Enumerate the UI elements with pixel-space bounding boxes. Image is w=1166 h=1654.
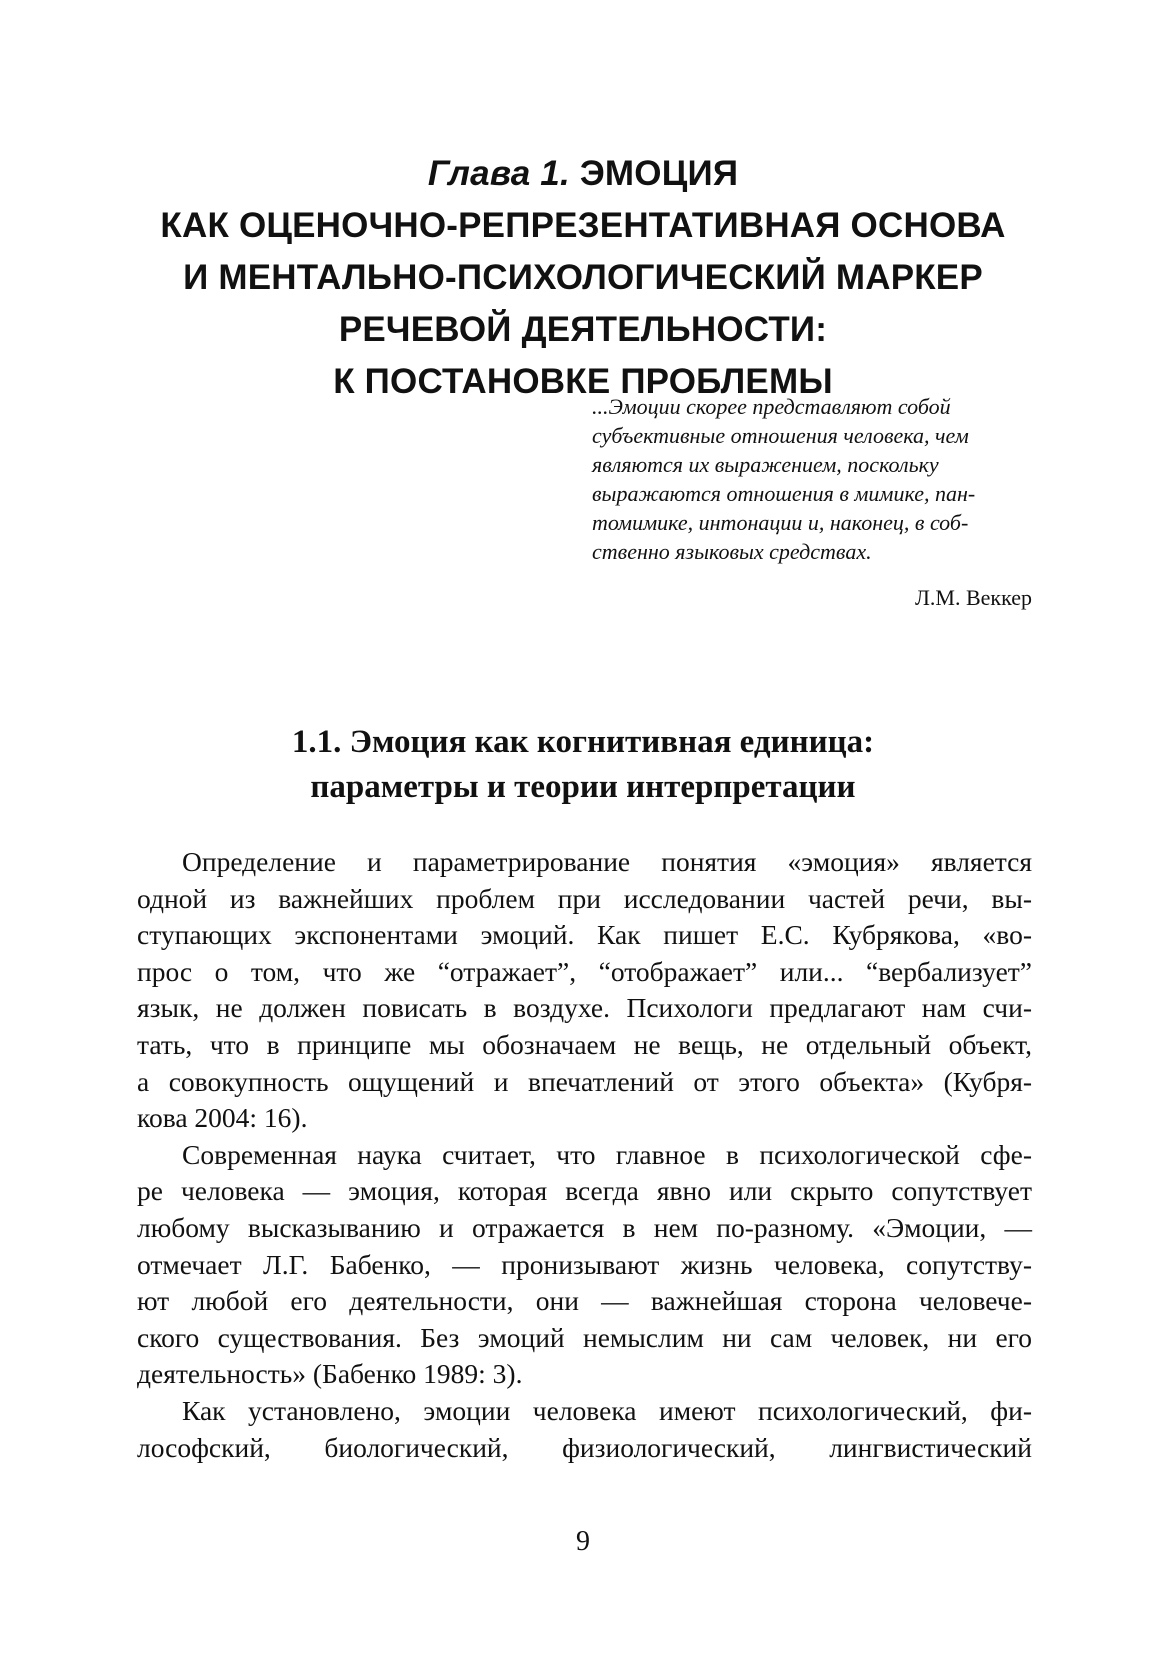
- epigraph-line: томимике, интонации и, наконец, в соб-: [592, 510, 969, 535]
- epigraph-line: являются их выражением, поскольку: [592, 452, 939, 477]
- epigraph-line: выражаются отношения в мимике, пан-: [592, 481, 976, 506]
- body-line: а совокупность ощущений и впечатлений от этого объекта» (Кубря-: [137, 1065, 1032, 1097]
- body-line: отмечает Л.Г. Бабенко, — пронизывают жизнь человека, сопутству-: [137, 1248, 1032, 1280]
- body-line: любому высказыванию и отражается в нем по-разному. «Эмоции, —: [137, 1211, 1032, 1243]
- epigraph-line: субъективные отношения человека, чем: [592, 423, 969, 448]
- body-line: деятельность» (Бабенко 1989: 3).: [137, 1358, 523, 1390]
- body-line: кова 2004: 16).: [137, 1102, 308, 1134]
- body-line: тать, что в принципе мы обозначаем не вещь, не отдельный объект,: [137, 1028, 1032, 1060]
- chapter-title-word: ЭМОЦИЯ: [579, 154, 739, 193]
- body-line: Современная наука считает, что главное в психологической сфе-: [182, 1138, 1032, 1170]
- body-line: ют любой его деятельности, они — важнейшая сторона человече-: [137, 1285, 1032, 1317]
- body-line: Как установлено, эмоции человека имеют психологический, фи-: [182, 1394, 1032, 1426]
- epigraph-author: Л.М. Веккер: [914, 585, 1032, 610]
- body-text: [137, 844, 1032, 1466]
- chapter-title-line-4: РЕЧЕВОЙ ДЕЯТЕЛЬНОСТИ:: [338, 310, 828, 349]
- body-line: лософский, биологический, физиологический, лингвистический: [137, 1431, 1032, 1463]
- chapter-title-line-1: [100, 148, 1066, 200]
- epigraph: [592, 392, 1032, 566]
- body-line: ступающих экспонентами эмоций. Как пишет Е.С. Кубрякова, «во-: [137, 919, 1032, 951]
- epigraph-line: ...Эмоции скорее представляют собой: [592, 394, 951, 419]
- chapter-title-line-5: К ПОСТАНОВКЕ ПРОБЛЕМЫ: [333, 362, 833, 401]
- chapter-title: [100, 148, 1066, 408]
- chapter-title-line-3: И МЕНТАЛЬНО-ПСИХОЛОГИЧЕСКИЙ МАРКЕР: [183, 258, 983, 297]
- body-line: язык, не должен повисать в воздухе. Психологи предлагают нам счи-: [137, 992, 1032, 1024]
- body-line: ре человека — эмоция, которая всегда явно или скрыто сопутствует: [137, 1175, 1032, 1207]
- section-title-line-2: параметры и теории интерпретации: [310, 769, 856, 805]
- chapter-title-line-2: КАК ОЦЕНОЧНО-РЕПРЕЗЕНТАТИВНАЯ ОСНОВА: [160, 206, 1006, 245]
- epigraph-line: ственно языковых средствах.: [592, 539, 872, 564]
- section-title: [100, 720, 1066, 810]
- body-line: ского существования. Без эмоций немыслим ни сам человек, ни его: [137, 1321, 1032, 1353]
- chapter-label: Глава 1.: [427, 154, 570, 193]
- body-line: одной из важнейших проблем при исследовании частей речи, вы-: [137, 882, 1032, 914]
- body-line: прос о том, что же “отражает”, “отображает” или... “вербализует”: [137, 955, 1032, 987]
- page-number: 9: [576, 1526, 590, 1557]
- section-title-line-1: 1.1. Эмоция как когнитивная единица:: [291, 724, 875, 760]
- body-line: Определение и параметрирование понятия «эмоция» является: [182, 846, 1032, 877]
